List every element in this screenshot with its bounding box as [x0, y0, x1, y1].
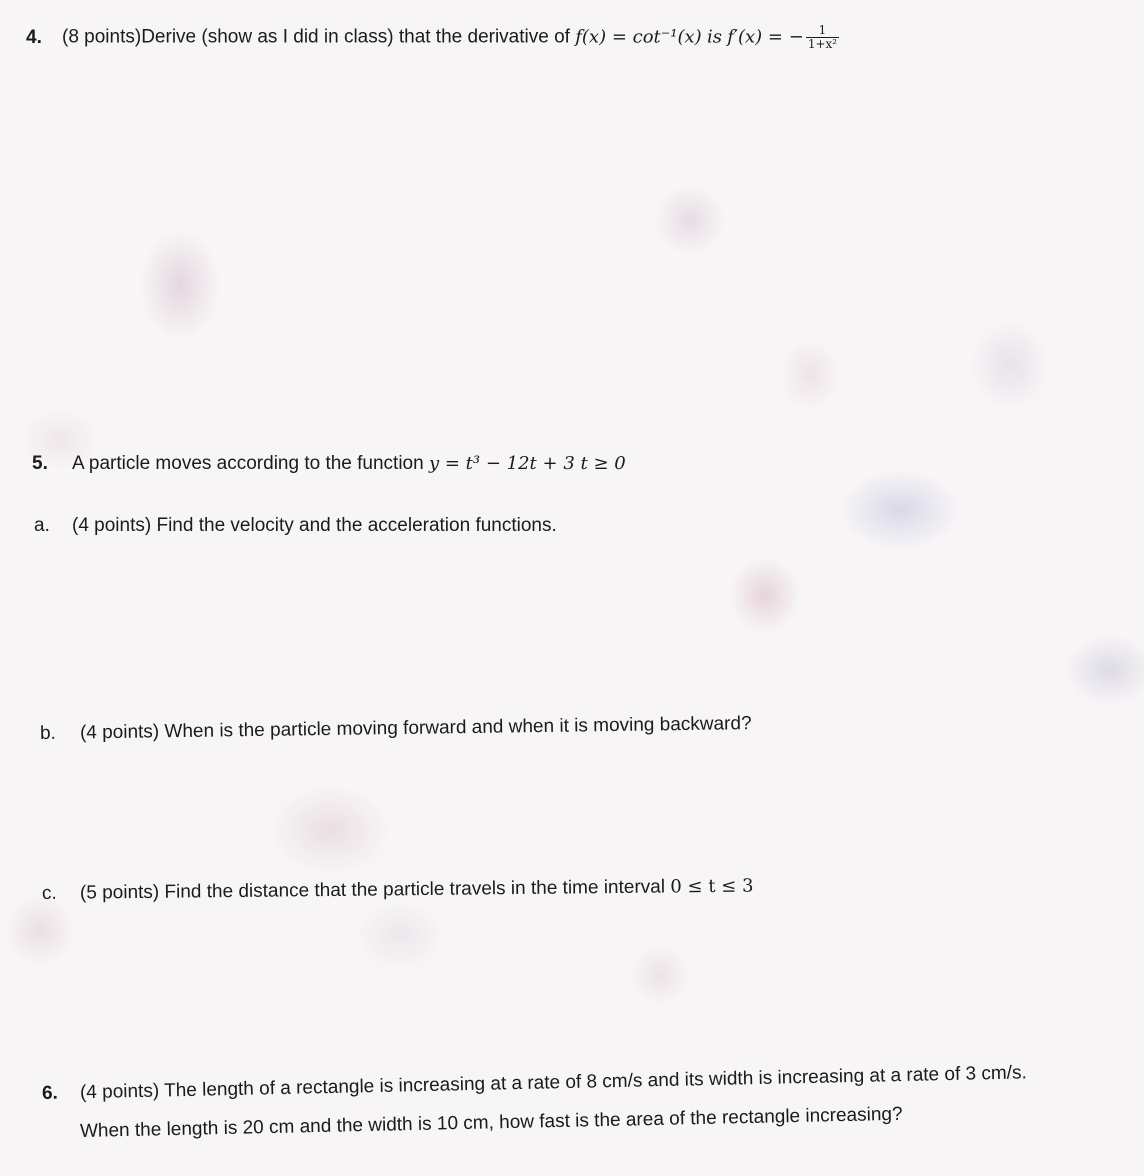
question-4-text: (8 points)Derive (show as I did in class) that the derivative of [62, 26, 570, 48]
question-5-function: y = t³ − 12t + 3 t ≥ 0 [428, 453, 626, 474]
question-6-line-2 [80, 1103, 903, 1144]
fraction-numerator: 1 [806, 24, 839, 38]
question-5c-text: (5 points) Find the distance that the particle travels in the time interval [79, 876, 666, 904]
question-6-text-line-2: When the length is 20 cm and the width is 10 cm, how fast is the area of the rectangle increasing? [79, 1103, 903, 1142]
question-5b [40, 712, 752, 746]
question-4-fraction [806, 24, 839, 51]
question-5b-text: (4 points) When is the particle moving forward and when it is moving backward? [79, 713, 752, 744]
question-5c [42, 875, 754, 906]
question-5-number: 5. [32, 453, 48, 474]
question-4-derivative: f′(x) = − [727, 26, 804, 48]
question-6-number: 6. [41, 1082, 59, 1104]
question-5b-label: b. [39, 722, 56, 744]
question-5 [32, 452, 626, 476]
question-5c-interval: 0 ≤ t ≤ 3 [670, 875, 754, 898]
question-5a-text: (4 points) Find the velocity and the acceleration functions. [72, 515, 557, 536]
fraction-denominator: 1+x² [807, 37, 838, 51]
question-4-function: f(x) = cot⁻¹(x) [575, 26, 702, 48]
question-5a-label: a. [34, 515, 50, 536]
question-6-line-1 [42, 1061, 1027, 1106]
question-5a [34, 514, 557, 538]
question-6-text-line-1: (4 points) The length of a rectangle is increasing at a rate of 8 cm/s and its width is increasing at a rate of 3 cm/s. [79, 1062, 1027, 1104]
question-5-text: A particle moves according to the function [72, 453, 424, 474]
question-5c-label: c. [41, 882, 57, 904]
question-4 [26, 24, 839, 51]
question-4-number: 4. [26, 26, 42, 48]
question-4-is: is [706, 26, 722, 48]
